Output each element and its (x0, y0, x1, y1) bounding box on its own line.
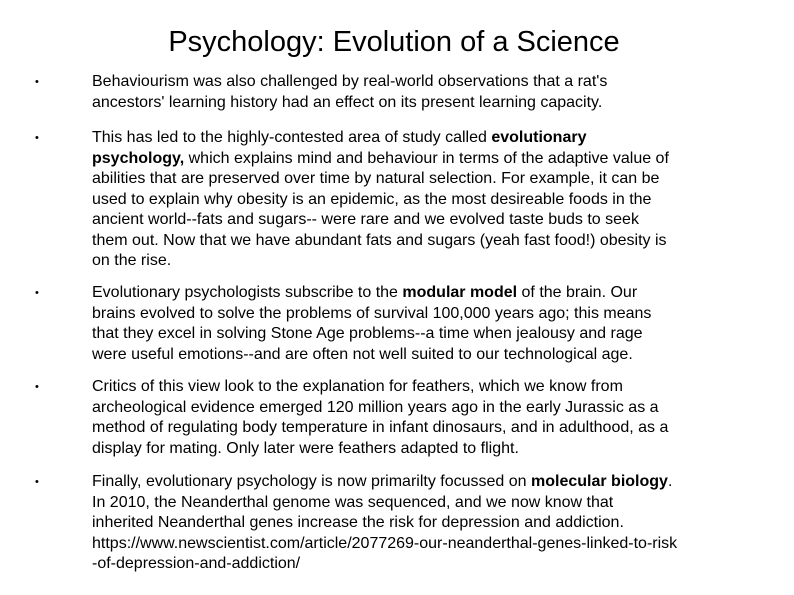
text-line: them out. Now that we have abundant fats and sugars (yeah fast food!) obesity is (92, 231, 667, 249)
slide-title: Psychology: Evolution of a Science (168, 26, 620, 58)
bullet-marker: • (35, 381, 39, 393)
text-line: Critics of this view look to the explanation for feathers, which we know from (92, 378, 623, 395)
bullet-text (92, 128, 756, 272)
text-line: ancient world--fats and sugars-- were rare and we evolved taste buds to seek (92, 211, 639, 228)
bullet-text (92, 472, 756, 575)
text-line: abilities that are preserved over time by natural selection. For example, it can be (92, 170, 660, 187)
text-line: on the rise. (92, 252, 172, 269)
bold-term-molecular-biology: molecular biology (531, 473, 668, 490)
text-line: inherited Neanderthal genes increase the risk for depression and addiction. (92, 514, 624, 531)
source-url[interactable]: https://www.newscientist.com/article/2077269-our-neanderthal-genes-linked-to-risk (92, 534, 678, 552)
bullet-text (92, 283, 756, 365)
text-line: Behaviourism was also challenged by real-world observations that a rat's (92, 73, 608, 90)
bullet-text (92, 377, 756, 459)
bullet-text (92, 72, 756, 113)
text-run: . (667, 473, 673, 490)
text-line: brains evolved to solve the problems of survival 100,000 years ago; this means (92, 304, 652, 322)
text-run: Finally, evolutionary psychology is now primarilty focussed on (92, 473, 532, 490)
text-line (92, 128, 756, 149)
bold-term-evolutionary: evolutionary (491, 129, 587, 146)
text-line (92, 283, 756, 304)
bullet-marker: • (35, 132, 39, 144)
bold-term-psychology: psychology, (92, 149, 185, 167)
text-line: ancestors' learning history had an effect on its present learning capacity. (92, 93, 603, 111)
text-run: of the brain. Our (517, 284, 638, 301)
text-line (92, 149, 756, 170)
source-url-continued[interactable]: -of-depression-and-addiction/ (92, 555, 301, 572)
text-run: This has led to the highly-contested area of study called (92, 129, 492, 146)
text-line (92, 472, 756, 493)
text-line: that they excel in solving Stone Age problems--a time when jealousy and rage (92, 325, 643, 342)
bullet-marker: • (35, 76, 39, 88)
bullet-marker: • (35, 476, 39, 488)
text-run: Evolutionary psychologists subscribe to the (92, 284, 403, 301)
bold-term-modular-model: modular model (402, 284, 518, 301)
bullet-marker: • (35, 287, 39, 299)
text-line: display for mating. Only later were feathers adapted to flight. (92, 439, 519, 457)
text-line: method of regulating body temperature in infant dinosaurs, and in adulthood, as a (92, 419, 669, 436)
text-line: In 2010, the Neanderthal genome was sequenced, and we now know that (92, 493, 614, 511)
text-line: used to explain why obesity is an epidemic, as the most desireable foods in the (92, 190, 652, 208)
text-line: archeological evidence emerged 120 million years ago in the early Jurassic as a (92, 398, 659, 416)
text-run: which explains mind and behaviour in terms of the adaptive value of (184, 149, 669, 167)
text-line: were useful emotions--and are often not well suited to our technological age. (92, 345, 633, 363)
